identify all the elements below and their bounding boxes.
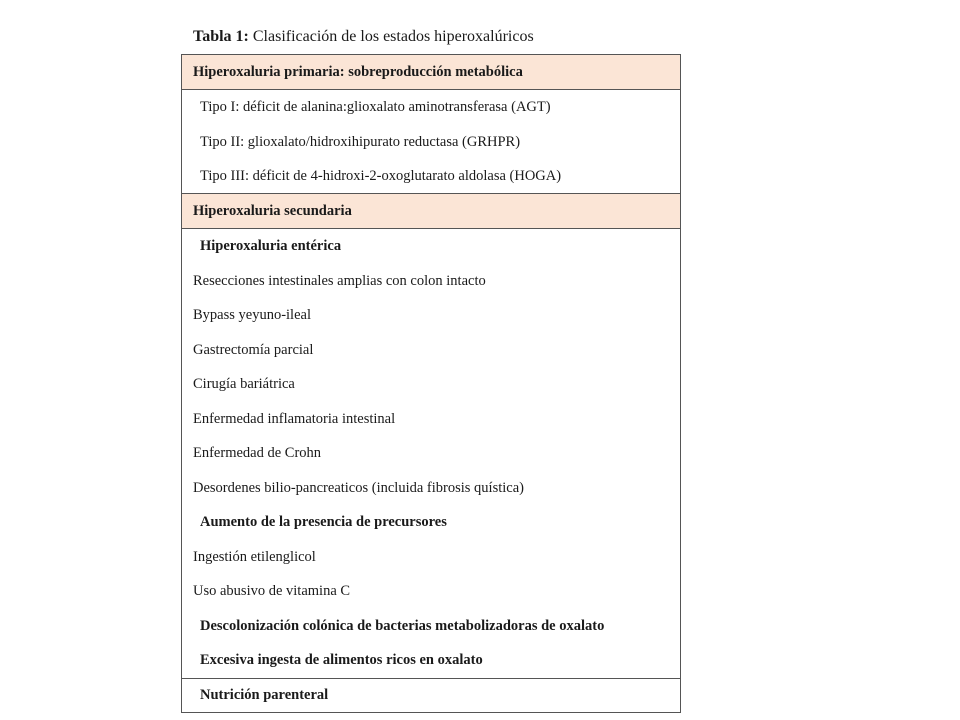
enteric-item: Resecciones intestinales amplias con colon intacto	[193, 272, 486, 289]
caption-label: Tabla 1:	[193, 28, 249, 45]
classification-table	[181, 54, 681, 713]
caption-text: Clasificación de los estados hiperoxalúricos	[252, 28, 534, 45]
precursors-subheader: Aumento de la presencia de precursores	[200, 514, 447, 530]
decolonization-subheader: Descolonización colónica de bacterias metabolizadoras de oxalato	[200, 617, 605, 634]
enteric-item: Enfermedad de Crohn	[193, 445, 322, 461]
precursor-item: Uso abusivo de vitamina C	[193, 583, 351, 599]
table-caption	[193, 27, 534, 47]
secondary-hyperoxaluria-header: Hiperoxaluria secundaria	[182, 194, 680, 229]
diet-subheader: Excesiva ingesta de alimentos ricos en oxalato	[200, 652, 483, 668]
enteric-item: Enfermedad inflamatoria intestinal	[193, 410, 396, 427]
primary-hyperoxaluria-header: Hiperoxaluria primaria: sobreproducción metabólica	[182, 55, 680, 90]
enteric-item: Desordenes bilio-pancreaticos (incluida fibrosis quística)	[193, 479, 524, 496]
enteric-item: Gastrectomía parcial	[193, 341, 314, 358]
primary-type-1: Tipo I: déficit de alanina:glioxalato aminotransferasa (AGT)	[200, 99, 551, 115]
parenteral-nutrition-row: Nutrición parenteral	[200, 686, 329, 703]
precursor-item: Ingestión etilenglicol	[193, 548, 316, 565]
primary-type-3: Tipo III: déficit de 4-hidroxi-2-oxoglutarato aldolasa (HOGA)	[200, 168, 562, 184]
enteric-item: Bypass yeyuno-ileal	[193, 307, 311, 323]
primary-hyperoxaluria-block	[182, 90, 680, 194]
enteric-item: Cirugía bariátrica	[193, 376, 295, 392]
primary-type-2: Tipo II: glioxalato/hidroxihipurato reductasa (GRHPR)	[200, 133, 521, 150]
secondary-hyperoxaluria-block	[182, 229, 680, 679]
enteric-subheader: Hiperoxaluria entérica	[200, 238, 342, 254]
